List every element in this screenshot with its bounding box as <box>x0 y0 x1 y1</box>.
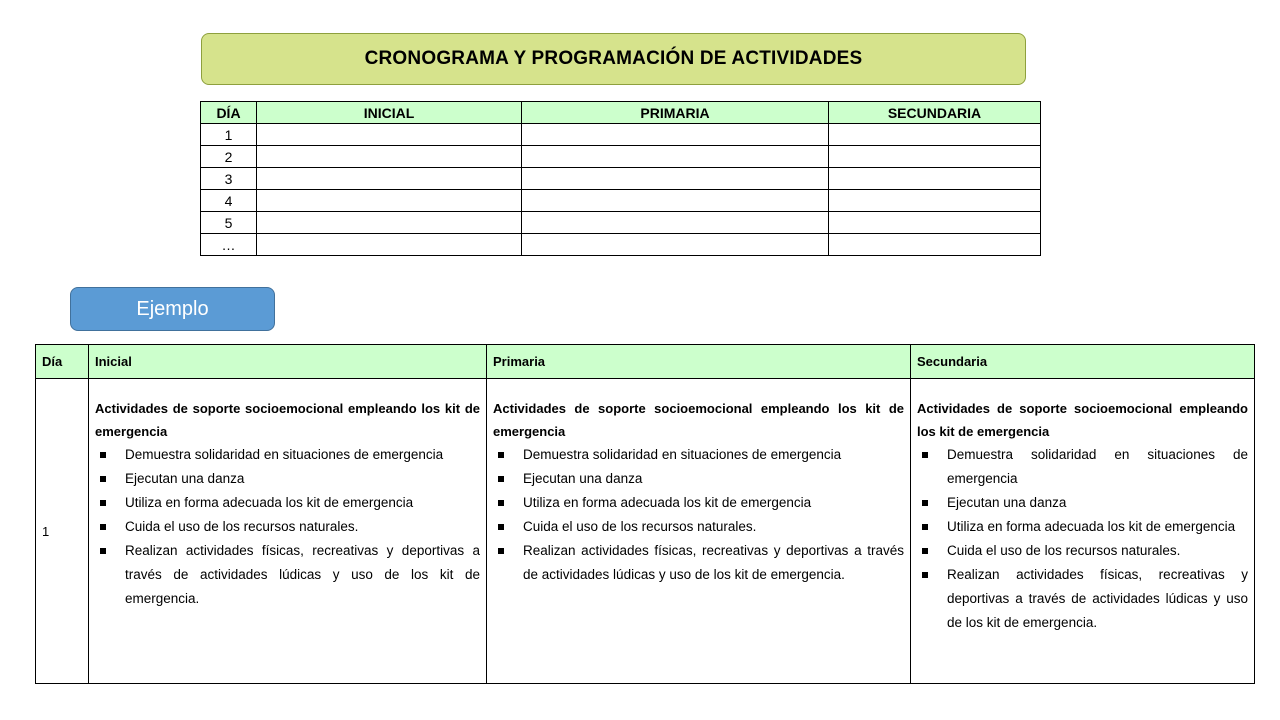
schedule-row <box>201 124 1041 146</box>
example-header-secundaria: Secundaria <box>911 345 1255 379</box>
schedule-row <box>201 234 1041 256</box>
activity-list <box>493 443 904 587</box>
activity-item: Utiliza en forma adecuada los kit de emergencia <box>493 491 904 515</box>
activity-item: Cuida el uso de los recursos naturales. <box>493 515 904 539</box>
schedule-header-row <box>201 102 1041 124</box>
activity-item: Ejecutan una danza <box>95 467 480 491</box>
schedule-cell-secundaria <box>829 168 1041 190</box>
example-day-cell: 1 <box>36 379 89 684</box>
schedule-cell-primaria <box>522 212 829 234</box>
schedule-body <box>201 124 1041 256</box>
activity-list <box>95 443 480 611</box>
schedule-day-cell: 3 <box>201 168 257 190</box>
schedule-day-cell: 4 <box>201 190 257 212</box>
schedule-cell-inicial <box>257 212 522 234</box>
example-header-inicial: Inicial <box>89 345 487 379</box>
schedule-cell-inicial <box>257 234 522 256</box>
activity-heading: Actividades de soporte socioemocional empleando los kit de emergencia <box>917 401 1248 439</box>
schedule-cell-inicial <box>257 190 522 212</box>
schedule-table <box>200 101 1041 256</box>
example-header-primaria: Primaria <box>487 345 911 379</box>
activity-item: Realizan actividades físicas, recreativas y deportivas a través de actividades lúdicas y uso de los kit de emergencia. <box>95 539 480 611</box>
schedule-cell-primaria <box>522 234 829 256</box>
schedule-day-cell: 5 <box>201 212 257 234</box>
schedule-header-inicial: INICIAL <box>257 102 522 124</box>
activity-heading: Actividades de soporte socioemocional empleando los kit de emergencia <box>493 401 904 439</box>
activity-item: Cuida el uso de los recursos naturales. <box>917 539 1248 563</box>
schedule-day-cell: 2 <box>201 146 257 168</box>
activity-item: Demuestra solidaridad en situaciones de emergencia <box>493 443 904 467</box>
schedule-cell-secundaria <box>829 124 1041 146</box>
example-button[interactable]: Ejemplo <box>70 287 275 331</box>
activity-item: Utiliza en forma adecuada los kit de emergencia <box>917 515 1248 539</box>
schedule-cell-inicial <box>257 168 522 190</box>
page-title: CRONOGRAMA Y PROGRAMACIÓN DE ACTIVIDADES <box>201 33 1026 85</box>
activity-heading: Actividades de soporte socioemocional empleando los kit de emergencia <box>95 401 480 439</box>
schedule-cell-secundaria <box>829 146 1041 168</box>
example-cell-primaria <box>487 379 911 684</box>
example-row <box>36 379 1255 684</box>
schedule-day-cell: 1 <box>201 124 257 146</box>
activity-item: Ejecutan una danza <box>493 467 904 491</box>
example-header-day: Día <box>36 345 89 379</box>
schedule-cell-primaria <box>522 146 829 168</box>
schedule-header-day: DÍA <box>201 102 257 124</box>
activity-item: Ejecutan una danza <box>917 491 1248 515</box>
schedule-row <box>201 168 1041 190</box>
example-cell-secundaria <box>911 379 1255 684</box>
example-table <box>35 344 1255 684</box>
schedule-day-cell: … <box>201 234 257 256</box>
activity-item: Demuestra solidaridad en situaciones de emergencia <box>95 443 480 467</box>
example-header-row <box>36 345 1255 379</box>
activity-item: Realizan actividades físicas, recreativas y deportivas a través de actividades lúdicas y uso de los kit de emergencia. <box>917 563 1248 635</box>
schedule-row <box>201 146 1041 168</box>
activity-item: Cuida el uso de los recursos naturales. <box>95 515 480 539</box>
schedule-cell-primaria <box>522 168 829 190</box>
schedule-cell-secundaria <box>829 190 1041 212</box>
schedule-cell-secundaria <box>829 234 1041 256</box>
schedule-cell-inicial <box>257 124 522 146</box>
schedule-header-primaria: PRIMARIA <box>522 102 829 124</box>
schedule-row <box>201 190 1041 212</box>
schedule-cell-primaria <box>522 124 829 146</box>
example-cell-inicial <box>89 379 487 684</box>
schedule-cell-primaria <box>522 190 829 212</box>
activity-item: Utiliza en forma adecuada los kit de emergencia <box>95 491 480 515</box>
schedule-header-secundaria: SECUNDARIA <box>829 102 1041 124</box>
schedule-cell-secundaria <box>829 212 1041 234</box>
schedule-row <box>201 212 1041 234</box>
schedule-cell-inicial <box>257 146 522 168</box>
activity-item: Demuestra solidaridad en situaciones de emergencia <box>917 443 1248 491</box>
activity-item: Realizan actividades físicas, recreativas y deportivas a través de actividades lúdicas y uso de los kit de emergencia. <box>493 539 904 587</box>
activity-list <box>917 443 1248 635</box>
